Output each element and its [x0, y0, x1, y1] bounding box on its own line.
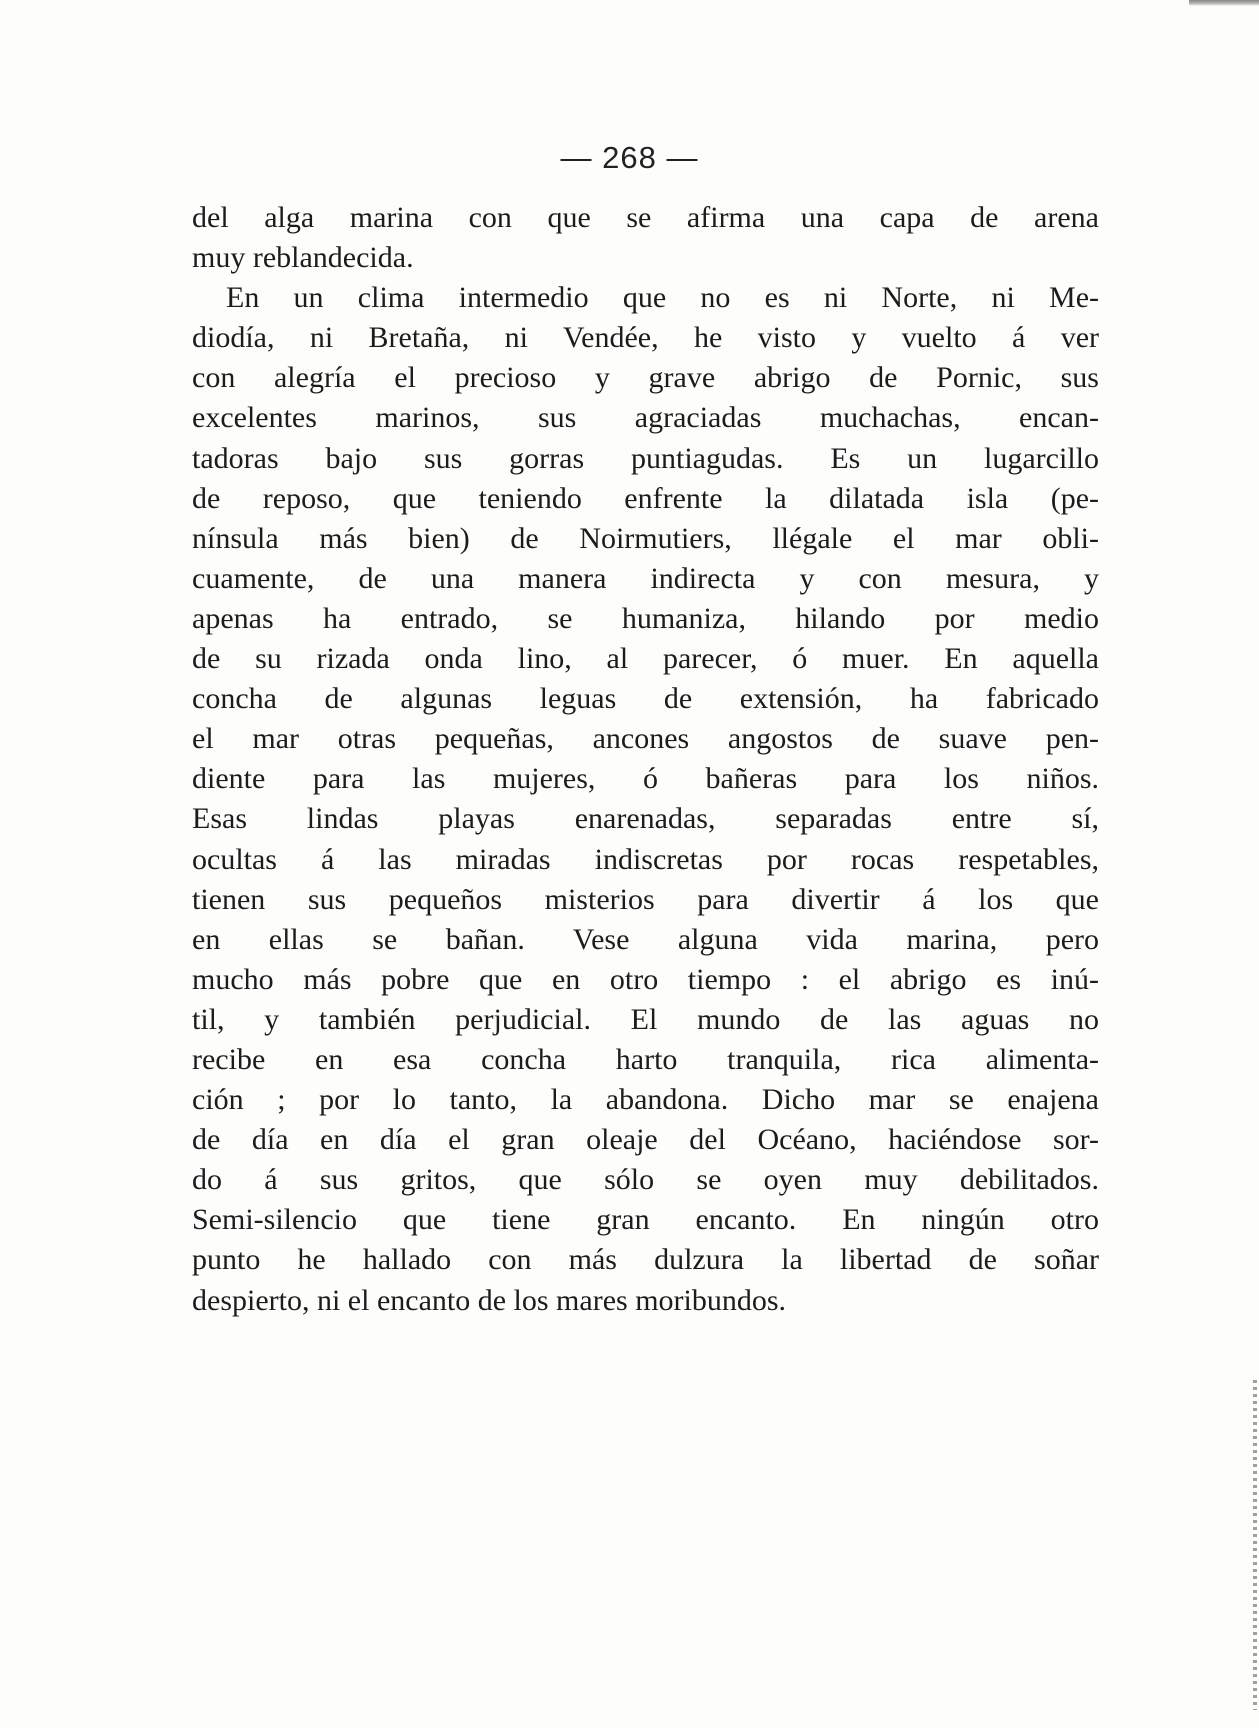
text-line: diodía, ni Bretaña, ni Vendée, he visto y vuelto á ver [192, 321, 1099, 355]
text-line: apenas ha entrado, se humaniza, hilando por medio [192, 601, 1099, 635]
text-line: recibe en esa concha harto tranquila, rica alimenta- [192, 1042, 1099, 1076]
text-line: de día en día el gran oleaje del Océano, haciéndose sor- [192, 1123, 1099, 1157]
text-line: tienen sus pequeños misterios para divertir á los que [192, 882, 1099, 916]
text-line: punto he hallado con más dulzura la libertad de soñar [192, 1243, 1099, 1277]
text-line: Esas lindas playas enarenadas, separadas entre sí, [192, 802, 1099, 836]
scan-edge-mark [1189, 0, 1259, 6]
text-line: en ellas se bañan. Vese alguna vida marina, pero [192, 922, 1099, 956]
text-line: En un clima intermedio que no es ni Norte, ni Me- [226, 281, 1099, 315]
text-line: ocultas á las miradas indiscretas por rocas respetables, [192, 842, 1099, 876]
text-line: til, y también perjudicial. El mundo de las aguas no [192, 1002, 1099, 1036]
text-line: tadoras bajo sus gorras puntiagudas. Es un lugarcillo [192, 441, 1099, 475]
text-line: concha de algunas leguas de extensión, ha fabricado [192, 682, 1099, 716]
text-line: Semi-silencio que tiene gran encanto. En ningún otro [192, 1203, 1099, 1237]
text-line: ción ; por lo tanto, la abandona. Dicho mar se enajena [192, 1083, 1099, 1117]
text-line: do á sus gritos, que sólo se oyen muy debilitados. [192, 1163, 1099, 1197]
text-line: mucho más pobre que en otro tiempo : el abrigo es inú- [192, 962, 1099, 996]
text-line: con alegría el precioso y grave abrigo de Pornic, sus [192, 361, 1099, 395]
text-line: de su rizada onda lino, al parecer, ó muer. En aquella [192, 642, 1099, 676]
text-line: excelentes marinos, sus agraciadas muchachas, encan- [192, 401, 1099, 435]
text-line: cuamente, de una manera indirecta y con mesura, y [192, 561, 1099, 595]
scan-edge-mark [1253, 1380, 1257, 1710]
text-line: del alga marina con que se afirma una capa de arena [192, 201, 1099, 234]
text-line: diente para las mujeres, ó bañeras para los niños. [192, 762, 1099, 796]
text-line: nínsula más bien) de Noirmutiers, llégale el mar obli- [192, 521, 1099, 555]
text-line: el mar otras pequeñas, ancones angostos de suave pen- [192, 722, 1099, 756]
text-line: muy reblandecida. [192, 241, 414, 275]
page-number: — 268 — [560, 140, 699, 175]
text-line: despierto, ni el encanto de los mares moribundos. [192, 1283, 787, 1317]
body-text [192, 198, 1099, 1321]
text-line: de reposo, que teniendo enfrente la dilatada isla (pe- [192, 481, 1099, 515]
